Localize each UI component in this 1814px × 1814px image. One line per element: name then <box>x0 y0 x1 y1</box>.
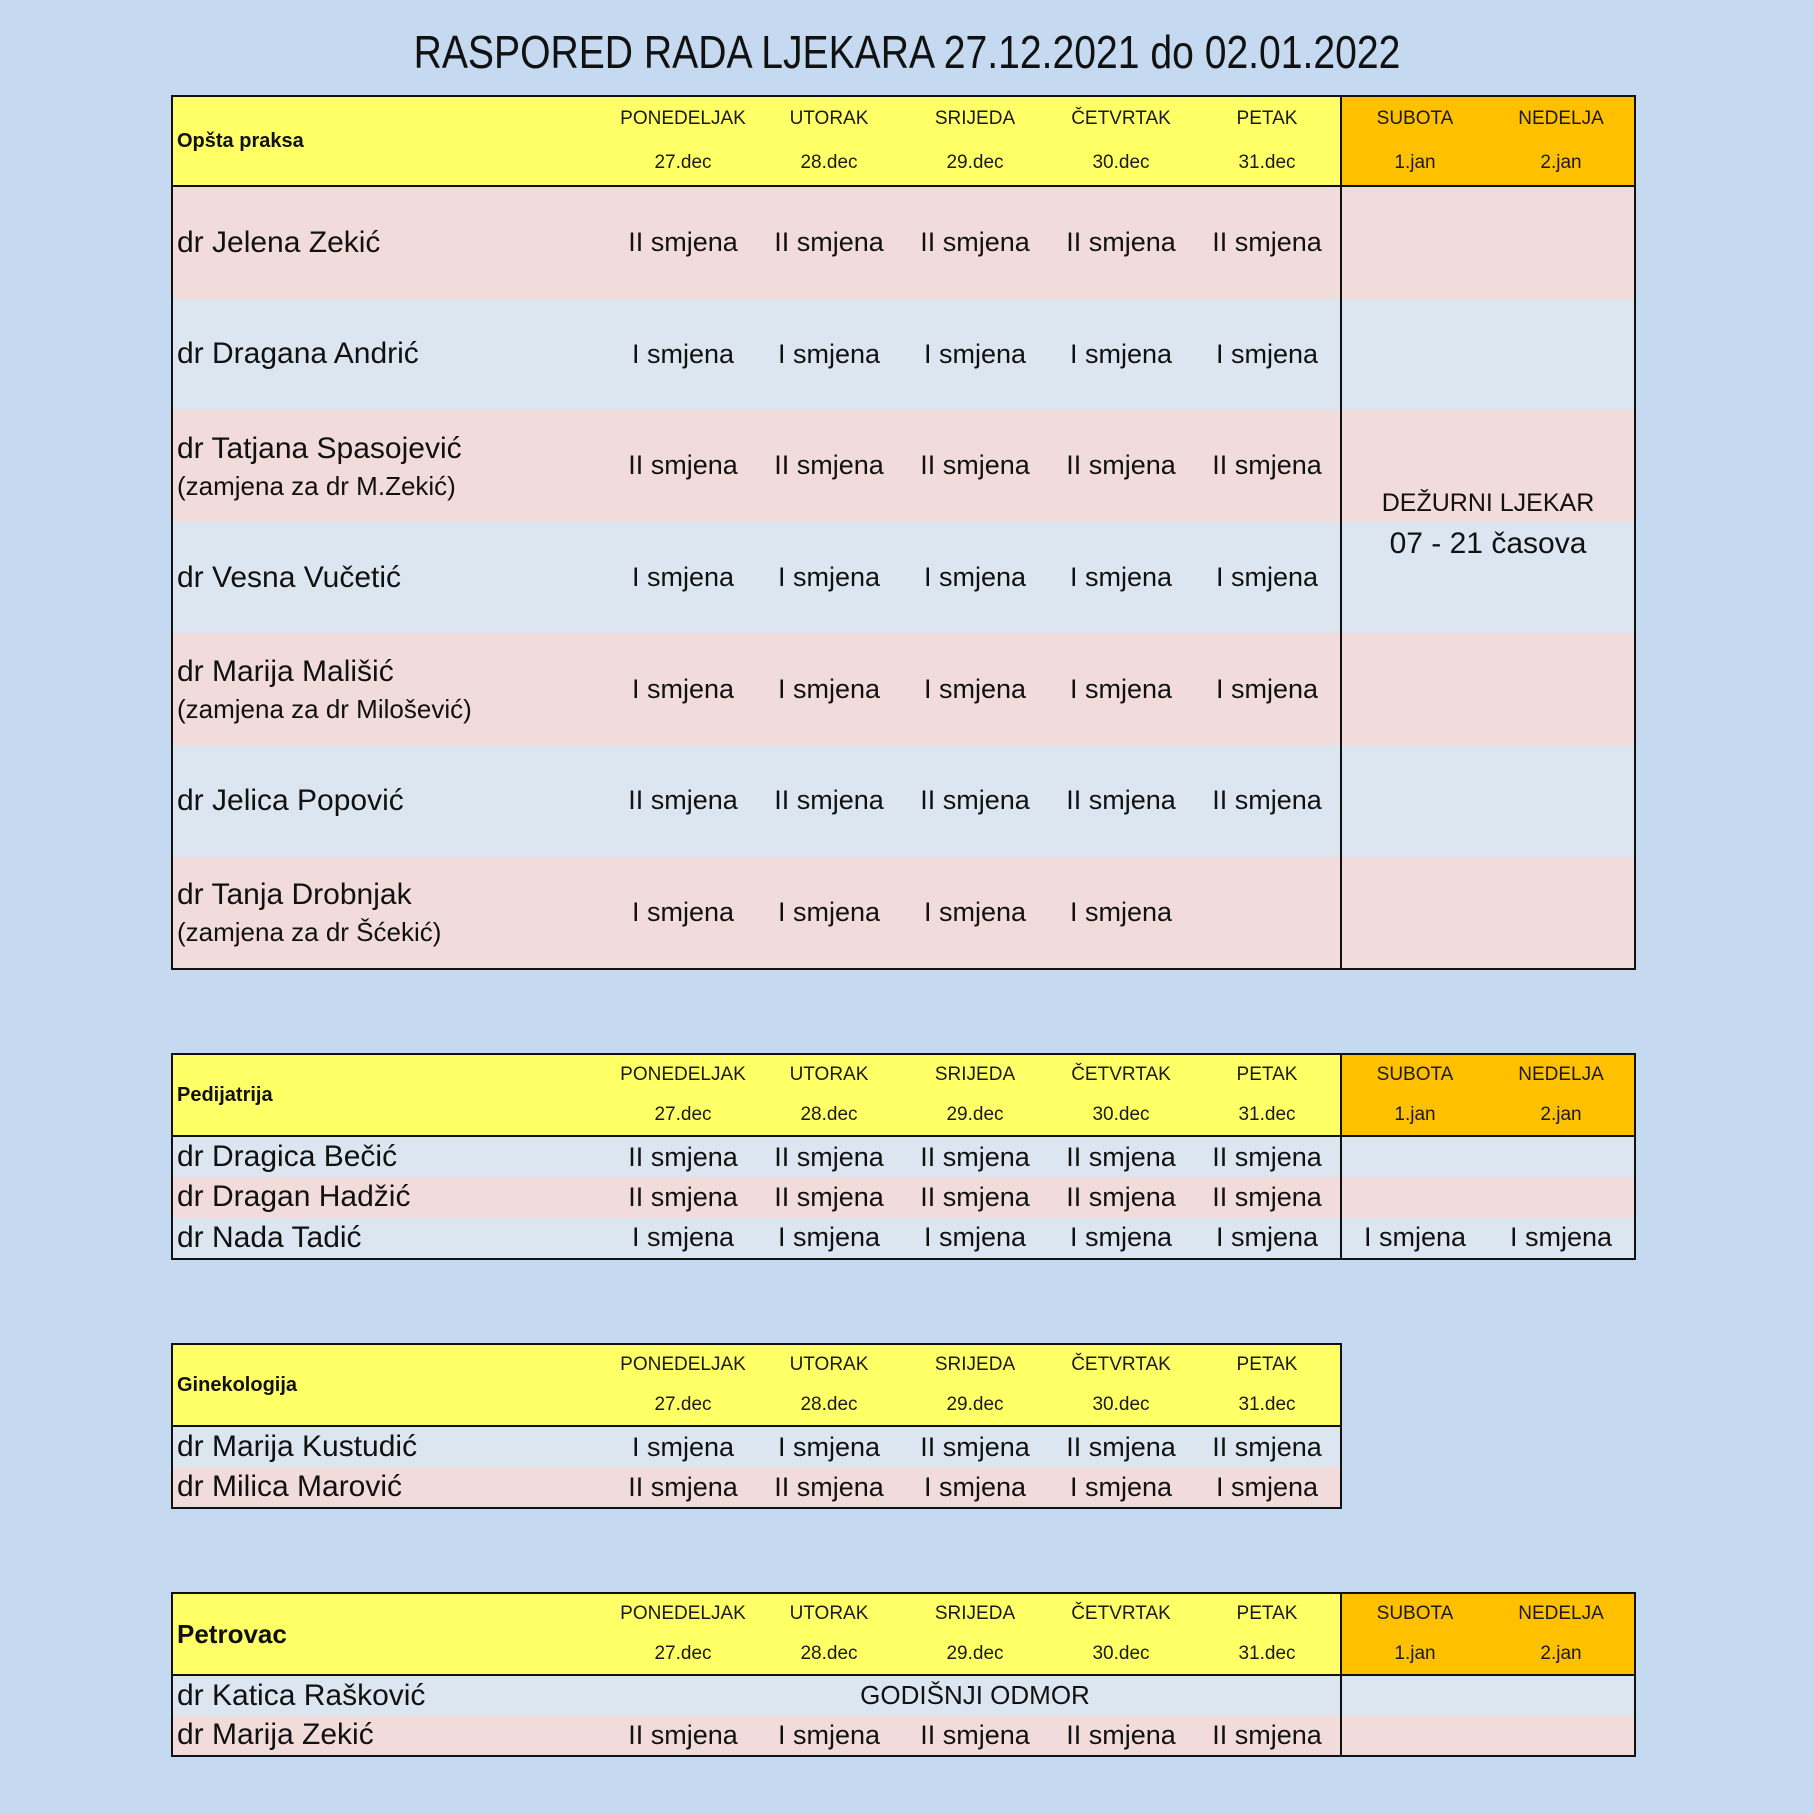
shift-cell: II smjena <box>920 785 1030 816</box>
day-date-header: 30.dec <box>1092 152 1150 173</box>
doctor-row <box>173 187 1634 299</box>
weekend-divider <box>1340 1055 1342 1258</box>
table-header <box>173 1055 1634 1137</box>
page-title: RASPORED RADA LJEKARA 27.12.2021 do 02.01.2022 <box>413 26 1401 78</box>
doctor-name-cell <box>173 299 610 411</box>
absence-label: GODIŠNJI ODMOR <box>860 1680 1090 1711</box>
shift-cell: II smjena <box>1212 785 1322 816</box>
shift-cell: II smjena <box>628 450 738 481</box>
shift-cell: II smjena <box>774 1471 884 1502</box>
weekend-day-name-header: SUBOTA <box>1376 108 1454 129</box>
weekend-divider <box>1340 1594 1342 1755</box>
day-date-header: 31.dec <box>1238 1104 1296 1125</box>
doctor-name-cell <box>173 1467 610 1507</box>
table-header <box>173 1345 1340 1427</box>
shift-cell: I smjena <box>1215 1222 1319 1253</box>
on-call-title: DEŽURNI LJEKAR <box>1381 489 1595 517</box>
shift-cell: II smjena <box>774 1181 884 1212</box>
shift-cell: I smjena <box>923 673 1027 704</box>
shift-cell: I smjena <box>1215 1471 1319 1502</box>
weekend-day-date-header: 2.jan <box>1540 1643 1582 1664</box>
section-title: Petrovac <box>177 1618 287 1649</box>
doctor-row <box>173 857 1634 969</box>
shift-cell: II smjena <box>628 1471 738 1502</box>
doctor-row <box>173 633 1634 745</box>
shift-cell: II smjena <box>920 450 1030 481</box>
doctor-name-cell <box>173 745 610 857</box>
shift-cell: I smjena <box>631 896 735 927</box>
shift-cell: II smjena <box>628 785 738 816</box>
day-name-header: UTORAK <box>789 108 869 129</box>
doctor-row <box>173 1716 1634 1756</box>
weekend-day-name-header: SUBOTA <box>1376 1064 1454 1085</box>
day-name-header: PETAK <box>1236 1603 1298 1624</box>
doctor-row <box>173 1427 1340 1467</box>
shift-cell: I smjena <box>631 562 735 593</box>
shift-cell: I smjena <box>1215 562 1319 593</box>
doctor-name-cell <box>173 633 610 745</box>
section-title: Ginekologija <box>177 1373 298 1396</box>
weekend-day-date-header: 1.jan <box>1394 1104 1436 1125</box>
doctor-name: dr Milica Marović <box>177 1470 403 1503</box>
shift-cell: I smjena <box>923 1471 1027 1502</box>
day-name-header: SRIJEDA <box>934 1064 1016 1085</box>
doctor-row <box>173 1676 1634 1716</box>
doctor-name-cell <box>173 410 610 522</box>
shift-cell: I smjena <box>777 1431 881 1462</box>
doctor-name: dr Marija Kustudić <box>177 1430 418 1463</box>
shift-cell: II smjena <box>774 785 884 816</box>
shift-cell: II smjena <box>1212 1431 1322 1462</box>
shift-cell: I smjena <box>1215 338 1319 369</box>
shift-cell: II smjena <box>920 227 1030 258</box>
doctor-name-cell <box>173 1177 610 1217</box>
doctor-name-cell <box>173 1427 610 1467</box>
weekend-day-date-header: 2.jan <box>1540 152 1582 173</box>
doctor-name: dr Dragana Andrić <box>177 337 419 371</box>
shift-cell: II smjena <box>774 1141 884 1172</box>
shift-cell: II smjena <box>774 227 884 258</box>
shift-cell: I smjena <box>631 1431 735 1462</box>
shift-cell: I smjena <box>631 673 735 704</box>
day-name-header: PETAK <box>1236 1064 1298 1085</box>
shift-cell: I smjena <box>777 338 881 369</box>
shift-cell: II smjena <box>1212 1181 1322 1212</box>
shift-cell: II smjena <box>628 1719 738 1750</box>
doctor-name-cell <box>173 187 610 299</box>
shift-cell: II smjena <box>628 1141 738 1172</box>
day-date-header: 30.dec <box>1092 1394 1150 1415</box>
doctor-name-cell <box>173 1676 610 1716</box>
doctor-name: dr Dragica Bečić <box>177 1140 398 1174</box>
day-name-header: ČETVRTAK <box>1071 108 1171 129</box>
shift-cell: II smjena <box>920 1431 1030 1462</box>
day-name-header: PONEDELJAK <box>620 108 746 129</box>
weekend-day-name-header: SUBOTA <box>1376 1603 1454 1624</box>
day-name-header: UTORAK <box>789 1354 869 1375</box>
doctor-name-cell <box>173 1716 610 1756</box>
doctor-name: dr Jelena Zekić <box>177 225 381 259</box>
replacement-note: (zamjena za dr Milošević) <box>177 694 472 725</box>
shift-cell: I smjena <box>923 896 1027 927</box>
shift-cell: I smjena <box>631 1222 735 1253</box>
day-date-header: 29.dec <box>946 152 1004 173</box>
shift-cell: I smjena <box>631 338 735 369</box>
doctor-name-cell <box>173 1137 610 1177</box>
day-date-header: 31.dec <box>1238 152 1296 173</box>
day-date-header: 27.dec <box>654 1643 712 1664</box>
doctor-name-cell <box>173 857 610 969</box>
doctor-name: dr Katica Rašković <box>177 1678 426 1712</box>
shift-cell: II smjena <box>1066 1141 1176 1172</box>
shift-cell: II smjena <box>1066 1719 1176 1750</box>
shift-cell: I smjena <box>777 1222 881 1253</box>
shift-cell: II smjena <box>1066 227 1176 258</box>
shift-cell: I smjena <box>1069 1471 1173 1502</box>
shift-cell: II smjena <box>1066 1181 1176 1212</box>
shift-cell: I smjena <box>1215 673 1319 704</box>
petrovac-table <box>171 1592 1636 1757</box>
day-date-header: 28.dec <box>800 1104 858 1125</box>
shift-cell: II smjena <box>920 1141 1030 1172</box>
shift-cell: II smjena <box>1066 785 1176 816</box>
day-date-header: 27.dec <box>654 152 712 173</box>
day-date-header: 31.dec <box>1238 1643 1296 1664</box>
weekend-day-date-header: 2.jan <box>1540 1104 1582 1125</box>
day-name-header: PONEDELJAK <box>620 1354 746 1375</box>
on-call-hours: 07 - 21 časova <box>1389 527 1587 560</box>
shift-cell: I smjena <box>1069 562 1173 593</box>
day-date-header: 31.dec <box>1238 1394 1296 1415</box>
shift-cell: I smjena <box>777 673 881 704</box>
shift-cell: II smjena <box>920 1181 1030 1212</box>
shift-cell: I smjena <box>1069 896 1173 927</box>
on-call-note <box>1342 477 1634 573</box>
shift-cell: II smjena <box>1212 227 1322 258</box>
shift-cell: II smjena <box>920 1719 1030 1750</box>
doctor-name: dr Dragan Hadžić <box>177 1180 411 1214</box>
day-name-header: ČETVRTAK <box>1071 1354 1171 1375</box>
day-date-header: 28.dec <box>800 1643 858 1664</box>
shift-cell: I smjena <box>1069 1222 1173 1253</box>
shift-cell: I smjena <box>923 338 1027 369</box>
shift-cell: I smjena <box>777 562 881 593</box>
shift-cell: I smjena <box>777 1719 881 1750</box>
pedijatrija-table <box>171 1053 1636 1260</box>
day-name-header: UTORAK <box>789 1064 869 1085</box>
doctor-name: dr Jelica Popović <box>177 783 404 817</box>
ginekologija-table <box>171 1343 1342 1509</box>
day-name-header: PETAK <box>1236 1354 1298 1375</box>
day-date-header: 30.dec <box>1092 1104 1150 1125</box>
day-name-header: PONEDELJAK <box>620 1064 746 1085</box>
doctor-row <box>173 745 1634 857</box>
replacement-note: (zamjena za dr M.Zekić) <box>177 470 456 501</box>
shift-cell: II smjena <box>628 1181 738 1212</box>
doctor-row <box>173 299 1634 411</box>
shift-cell: II smjena <box>1212 1141 1322 1172</box>
weekend-day-date-header: 1.jan <box>1394 1643 1436 1664</box>
table-header <box>173 1594 1634 1676</box>
shift-cell: I smjena <box>923 1222 1027 1253</box>
day-date-header: 27.dec <box>654 1394 712 1415</box>
day-name-header: SRIJEDA <box>934 1603 1016 1624</box>
shift-cell: II smjena <box>1066 450 1176 481</box>
day-name-header: PETAK <box>1236 108 1298 129</box>
shift-cell: I smjena <box>1069 673 1173 704</box>
weekend-divider <box>1340 97 1342 968</box>
doctor-row <box>173 1218 1634 1258</box>
doctor-name-cell <box>173 1218 610 1258</box>
table-header <box>173 97 1634 187</box>
doctor-name: dr Vesna Vučetić <box>177 560 402 594</box>
day-name-header: SRIJEDA <box>934 1354 1016 1375</box>
doctor-name: dr Tatjana Spasojević <box>177 431 462 465</box>
doctor-row <box>173 1467 1340 1507</box>
shift-cell: II smjena <box>1212 450 1322 481</box>
shift-cell: I smjena <box>1069 338 1173 369</box>
doctor-row <box>173 1137 1634 1177</box>
doctor-row <box>173 1177 1634 1217</box>
day-name-header: ČETVRTAK <box>1071 1064 1171 1085</box>
day-name-header: SRIJEDA <box>934 108 1016 129</box>
doctor-name: dr Marija Mališić <box>177 655 394 689</box>
weekend-day-name-header: NEDELJA <box>1518 1603 1604 1624</box>
doctor-name: dr Nada Tadić <box>177 1220 362 1254</box>
shift-cell: II smjena <box>628 227 738 258</box>
day-date-header: 29.dec <box>946 1394 1004 1415</box>
opsta-praksa-table <box>171 95 1636 970</box>
weekend-day-name-header: NEDELJA <box>1518 108 1604 129</box>
day-name-header: PONEDELJAK <box>620 1603 746 1624</box>
doctor-name: dr Marija Zekić <box>177 1718 374 1752</box>
weekend-shift-cell: I smjena <box>1363 1222 1467 1253</box>
replacement-note: (zamjena za dr Šćekić) <box>177 917 442 948</box>
shift-cell: II smjena <box>1066 1431 1176 1462</box>
day-name-header: ČETVRTAK <box>1071 1603 1171 1624</box>
weekend-shift-cell: I smjena <box>1509 1222 1613 1253</box>
shift-cell: II smjena <box>774 450 884 481</box>
shift-cell: II smjena <box>1212 1719 1322 1750</box>
day-name-header: UTORAK <box>789 1603 869 1624</box>
weekend-day-name-header: NEDELJA <box>1518 1064 1604 1085</box>
day-date-header: 29.dec <box>946 1104 1004 1125</box>
day-date-header: 27.dec <box>654 1104 712 1125</box>
shift-cell: I smjena <box>777 896 881 927</box>
section-title: Pedijatrija <box>177 1083 273 1106</box>
doctor-name: dr Tanja Drobnjak <box>177 878 412 912</box>
day-date-header: 28.dec <box>800 152 858 173</box>
shift-cell: I smjena <box>923 562 1027 593</box>
section-title: Opšta praksa <box>177 129 304 152</box>
day-date-header: 29.dec <box>946 1643 1004 1664</box>
day-date-header: 30.dec <box>1092 1643 1150 1664</box>
day-date-header: 28.dec <box>800 1394 858 1415</box>
doctor-name-cell <box>173 522 610 634</box>
weekend-day-date-header: 1.jan <box>1394 152 1436 173</box>
